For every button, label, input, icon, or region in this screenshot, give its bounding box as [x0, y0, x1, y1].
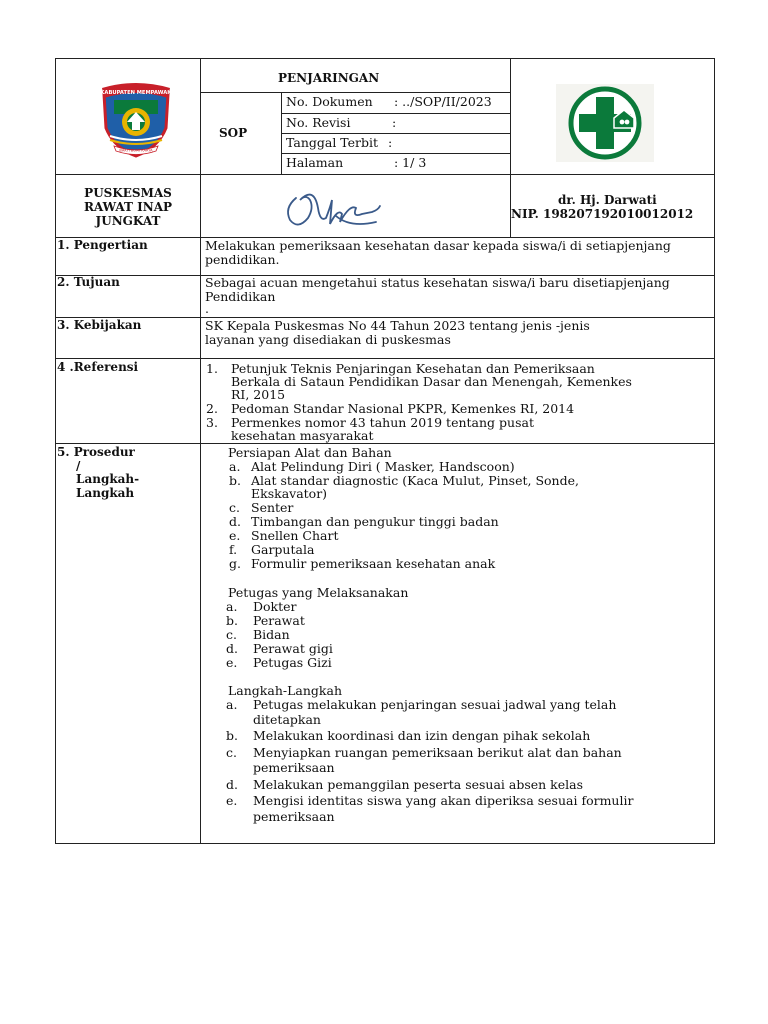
section-label-prosedur-2: /	[76, 459, 81, 473]
emblem-motto-text: BAKTI BUMI KARYA	[119, 148, 153, 153]
section-label-prosedur-1: 5. Prosedur	[57, 445, 135, 459]
referensi-item-3-line-1: Permenkes nomor 43 tahun 2019 tentang pusat	[231, 415, 534, 430]
petugas-item-c: Bidan	[253, 627, 290, 642]
petugas-letter-a: a.	[226, 599, 238, 614]
regency-emblem-icon	[96, 80, 176, 160]
langkah-item-a-line-2: ditetapkan	[253, 712, 321, 727]
tujuan-line-1: Sebagai acuan mengetahui status kesehatan siswa/i baru disetiapjenjang	[205, 275, 670, 290]
section-label-kebijakan: 3. Kebijakan	[57, 318, 142, 332]
petugas-letter-c: c.	[226, 627, 237, 642]
kebijakan-line-1: SK Kepala Puskesmas No 44 Tahun 2023 tentang jenis -jenis	[205, 318, 590, 333]
persiapan-item-d: Timbangan dan pengukur tinggi badan	[251, 514, 499, 529]
langkah-item-a-line-1: Petugas melakukan penjaringan sesuai jadwal yang telah	[253, 697, 617, 712]
org-name-line1: PUSKESMAS	[84, 186, 172, 200]
persiapan-item-a: Alat Pelindung Diri ( Masker, Handscoon)	[251, 459, 515, 474]
signature-image	[280, 178, 390, 236]
persiapan-title: Persiapan Alat dan Bahan	[228, 445, 392, 460]
persiapan-letter-b: b.	[229, 473, 241, 488]
org-name-line3: JUNGKAT	[95, 214, 161, 228]
langkah-letter-d: d.	[226, 777, 238, 792]
petugas-item-d: Perawat gigi	[253, 641, 333, 656]
petugas-title: Petugas yang Melaksanakan	[228, 585, 409, 600]
langkah-title: Langkah-Langkah	[228, 683, 342, 698]
signer-nip: NIP. 198207192010012012	[511, 207, 694, 221]
persiapan-item-g: Formulir pemeriksaan kesehatan anak	[251, 556, 496, 571]
referensi-number-1: 1.	[206, 361, 218, 376]
doc-number-label: No. Dokumen	[286, 94, 373, 109]
referensi-item-1-line-3: RI, 2015	[231, 387, 286, 402]
issue-date-value: :	[388, 135, 393, 150]
langkah-item-b: Melakukan koordinasi dan izin dengan pihak sekolah	[253, 728, 591, 743]
langkah-letter-c: c.	[226, 745, 237, 760]
org-name-line2: RAWAT INAP	[83, 200, 173, 214]
petugas-letter-e: e.	[226, 655, 238, 670]
langkah-letter-a: a.	[226, 697, 238, 712]
doc-number-value: : ../SOP/II/2023	[394, 94, 492, 109]
persiapan-item-b-line-2: Ekskavator)	[251, 486, 328, 501]
revision-value: :	[392, 115, 397, 130]
persiapan-item-b-line-1: Alat standar diagnostic (Kaca Mulut, Pinset, Sonde,	[251, 473, 579, 488]
section-label-referensi: 4 .Referensi	[57, 360, 139, 374]
persiapan-item-e: Snellen Chart	[251, 528, 339, 543]
revision-label: No. Revisi	[286, 115, 351, 130]
page-value: : 1/ 3	[394, 155, 427, 170]
persiapan-letter-g: g.	[229, 556, 241, 571]
langkah-item-d: Melakukan pemanggilan peserta sesuai absen kelas	[253, 777, 584, 792]
persiapan-letter-e: e.	[229, 528, 241, 543]
langkah-item-c-line-1: Menyiapkan ruangan pemeriksaan berikut alat dan bahan	[253, 745, 622, 760]
signer-name: dr. Hj. Darwati	[558, 193, 657, 207]
section-label-tujuan: 2. Tujuan	[57, 275, 120, 289]
petugas-letter-b: b.	[226, 613, 238, 628]
referensi-item-3-line-2: kesehatan masyarakat	[231, 428, 374, 443]
issue-date-label: Tanggal Terbit	[286, 135, 379, 150]
langkah-letter-b: b.	[226, 728, 238, 743]
persiapan-item-f: Garputala	[251, 542, 315, 557]
section-label-pengertian: 1. Pengertian	[57, 238, 148, 252]
persiapan-item-c: Senter	[251, 500, 294, 515]
health-cross-logo-icon	[556, 84, 654, 162]
pengertian-line-2: pendidikan.	[205, 252, 280, 267]
pengertian-line-1: Melakukan pemeriksaan kesehatan dasar kepada siswa/i di setiapjenjang	[205, 238, 671, 253]
petugas-item-e: Petugas Gizi	[253, 655, 332, 670]
persiapan-letter-a: a.	[229, 459, 241, 474]
langkah-item-e-line-1: Mengisi identitas siswa yang akan diperiksa sesuai formulir	[253, 793, 634, 808]
referensi-number-3: 3.	[206, 415, 218, 430]
emblem-ribbon-text: KABUPATEN MEMPAWAH	[100, 90, 172, 96]
petugas-item-a: Dokter	[253, 599, 297, 614]
petugas-item-b: Perawat	[253, 613, 305, 628]
persiapan-letter-f: f.	[229, 542, 238, 557]
referensi-item-1-line-1: Petunjuk Teknis Penjaringan Kesehatan dan Pemeriksaan	[231, 361, 595, 376]
langkah-item-c-line-2: pemeriksaan	[253, 760, 335, 775]
referensi-item-2-line-1: Pedoman Standar Nasional PKPR, Kemenkes RI, 2014	[231, 401, 575, 416]
sop-label: SOP	[219, 126, 248, 140]
langkah-letter-e: e.	[226, 793, 238, 808]
persiapan-letter-c: c.	[229, 500, 240, 515]
langkah-item-e-line-2: pemeriksaan	[253, 809, 335, 824]
persiapan-letter-d: d.	[229, 514, 241, 529]
tujuan-line-2: Pendidikan	[205, 289, 276, 304]
kebijakan-line-2: layanan yang disediakan di puskesmas	[205, 332, 451, 347]
section-label-prosedur-3: Langkah-	[76, 472, 140, 486]
petugas-letter-d: d.	[226, 641, 238, 656]
sop-title: PENJARINGAN	[278, 71, 380, 85]
section-label-prosedur-4: Langkah	[76, 486, 135, 500]
tujuan-line-3: .	[205, 301, 209, 316]
page-label: Halaman	[286, 155, 344, 170]
referensi-number-2: 2.	[206, 401, 218, 416]
referensi-item-1-line-2: Berkala di Sataun Pendidikan Dasar dan Menengah, Kemenkes	[231, 374, 632, 389]
